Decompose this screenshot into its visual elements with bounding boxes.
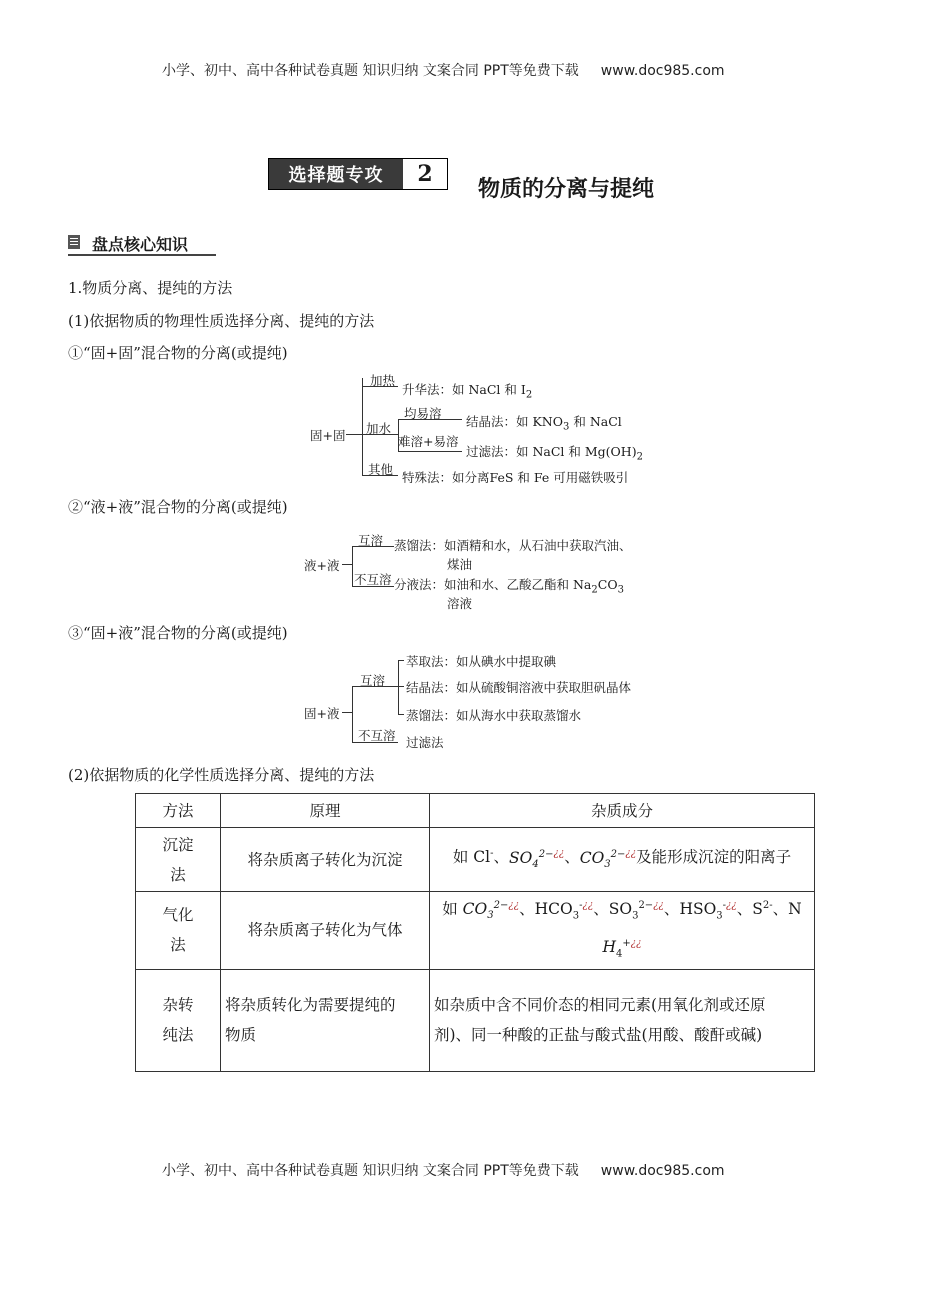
th-impurity: 杂质成分	[430, 794, 815, 828]
banner-number: 2	[417, 161, 433, 187]
diagram-solid-solid	[300, 368, 660, 486]
footer-text: 小学、初中、高中各种试卷真题 知识归纳 文案合同 PPT等免费下载	[162, 1163, 579, 1179]
d2-result-distill: 蒸馏法：如酒精和水，从石油中获取汽油、	[394, 538, 632, 553]
topic-banner	[268, 158, 448, 190]
section-title: 盘点核心知识	[92, 235, 189, 254]
d3-result-crystallize: 结晶法：如从硫酸铜溶液中获取胆矾晶体	[406, 680, 632, 695]
principle-cell: 将杂质转化为需要提纯的 物质	[221, 969, 430, 1071]
d1-result-sublimation: 升华法：如 NaCl 和 $I_2$	[402, 382, 533, 401]
header-text: 小学、初中、高中各种试卷真题 知识归纳 文案合同 PPT等免费下载	[162, 63, 579, 79]
d2-root: 液+液	[304, 558, 340, 573]
d2-result-distill-cont: 煤油	[447, 557, 473, 572]
d3-result-extract: 萃取法：如从碘水中提取碘	[406, 654, 557, 669]
d3-result-distill: 蒸馏法：如从海水中获取蒸馏水	[406, 708, 582, 723]
methods-table	[135, 793, 815, 1072]
d1-sub-soluble: 均易溶	[404, 406, 442, 421]
subheading-solid-solid: ①“固+固”混合物的分离(或提纯)	[68, 344, 288, 362]
th-method: 方法	[136, 794, 221, 828]
table-row	[136, 828, 815, 892]
diagram-solid-liquid	[300, 648, 660, 748]
page-footer	[162, 1160, 725, 1180]
d2-branch-immiscible: 不互溶	[354, 572, 392, 587]
d3-branch-immiscible: 不互溶	[358, 728, 396, 743]
d2-result-separate: 分液法：如油和水、乙酸乙酯和 $Na_2CO_3$	[394, 577, 624, 596]
d1-result-crystallize: 结晶法：如 $KNO_3$ 和 NaCl	[466, 414, 622, 433]
d3-branch-miscible: 互溶	[360, 673, 386, 688]
d1-branch-water: 加水	[366, 421, 392, 436]
d1-result-filter: 过滤法：如 NaCl 和 $Mg(OH)_2$	[466, 444, 643, 463]
method-cell: 气化 法	[136, 892, 221, 970]
footer-url[interactable]: www.doc985.com	[600, 1163, 725, 1179]
principle-cell: 将杂质离子转化为沉淀	[221, 828, 430, 892]
d2-branch-miscible: 互溶	[358, 533, 384, 548]
method-cell: 沉淀 法	[136, 828, 221, 892]
section-heading	[68, 229, 216, 255]
page-header	[162, 60, 725, 80]
d1-root: 固+固	[310, 428, 346, 443]
header-url[interactable]: www.doc985.com	[600, 63, 725, 79]
d3-root: 固+液	[304, 706, 340, 721]
diagram-liquid-liquid	[300, 528, 660, 612]
impurity-cell: 如杂质中含不同价态的相同元素(用氧化剂或还原 剂)、同一种酸的正盐与酸式盐(用酸、酸酐或碱)	[430, 969, 815, 1071]
d2-result-separate-cont: 溶液	[447, 596, 473, 611]
banner-label: 选择题专攻	[269, 159, 403, 189]
th-principle: 原理	[221, 794, 430, 828]
d1-result-special: 特殊法：如分离FeS 和 Fe 可用磁铁吸引	[402, 470, 629, 485]
subheading-liquid-liquid: ②“液+液”混合物的分离(或提纯)	[68, 498, 288, 516]
document-icon	[68, 235, 80, 249]
method-cell: 杂转 纯法	[136, 969, 221, 1071]
d1-branch-heat: 加热	[370, 373, 396, 388]
page-title: 物质的分离与提纯	[478, 177, 655, 202]
table-row	[136, 969, 815, 1071]
table-header-row	[136, 794, 815, 828]
principle-cell: 将杂质离子转化为气体	[221, 892, 430, 970]
impurity-cell: 如 $CO_3^{2-¿¿}$、$HCO_3^{-¿¿}$、$SO_3^{2-¿¿}$、$HSO_3^{-¿¿}$、$S^{2-}$、N $H_4^{+¿¿}$	[430, 892, 815, 970]
impurity-cell: 如 Cl-、$SO_4^{2-¿¿}$、$CO_3^{2-¿¿}$及能形成沉淀的阳离子	[430, 828, 815, 892]
heading-1: 1.物质分离、提纯的方法	[68, 279, 233, 297]
heading-physical: (1)依据物质的物理性质选择分离、提纯的方法	[68, 312, 375, 330]
subheading-solid-liquid: ③“固+液”混合物的分离(或提纯)	[68, 624, 288, 642]
d1-branch-other: 其他	[368, 462, 394, 477]
table-row	[136, 892, 815, 970]
d3-result-filter: 过滤法	[406, 735, 444, 750]
heading-chemical: (2)依据物质的化学性质选择分离、提纯的方法	[68, 766, 375, 784]
d1-sub-mixed: 难溶+易溶	[398, 434, 459, 449]
